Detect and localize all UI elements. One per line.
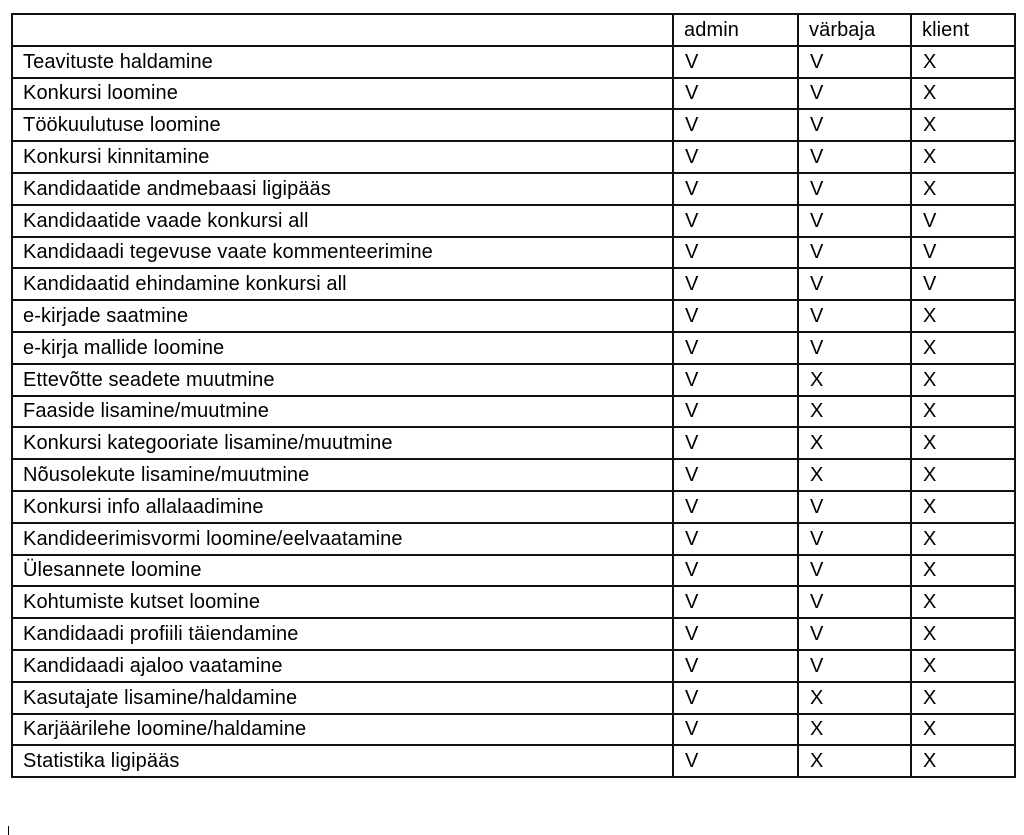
feature-cell: Kandidaatide andmebaasi ligipääs: [12, 173, 673, 205]
client-permission-cell: X: [911, 682, 1015, 714]
client-permission-cell: X: [911, 141, 1015, 173]
feature-cell: Kohtumiste kutset loomine: [12, 586, 673, 618]
header-recruiter: värbaja: [798, 14, 911, 46]
permissions-table: [11, 13, 1016, 778]
feature-cell: Nõusolekute lisamine/muutmine: [12, 459, 673, 491]
admin-permission-cell: V: [673, 714, 798, 746]
table-row: [12, 205, 1015, 237]
admin-permission-cell: V: [673, 141, 798, 173]
feature-cell: Konkursi kategooriate lisamine/muutmine: [12, 427, 673, 459]
feature-cell: Kandidaatide vaade konkursi all: [12, 205, 673, 237]
client-permission-cell: X: [911, 173, 1015, 205]
admin-permission-cell: V: [673, 618, 798, 650]
feature-cell: Töökuulutuse loomine: [12, 109, 673, 141]
admin-permission-cell: V: [673, 173, 798, 205]
feature-cell: e-kirjade saatmine: [12, 300, 673, 332]
feature-cell: Kandidaatid ehindamine konkursi all: [12, 268, 673, 300]
admin-permission-cell: V: [673, 396, 798, 428]
table-body: [12, 46, 1015, 777]
admin-permission-cell: V: [673, 205, 798, 237]
recruiter-permission-cell: X: [798, 745, 911, 777]
table-row: [12, 300, 1015, 332]
recruiter-permission-cell: X: [798, 364, 911, 396]
feature-cell: Statistika ligipääs: [12, 745, 673, 777]
recruiter-permission-cell: V: [798, 141, 911, 173]
client-permission-cell: X: [911, 618, 1015, 650]
recruiter-permission-cell: X: [798, 714, 911, 746]
recruiter-permission-cell: V: [798, 78, 911, 110]
feature-cell: Konkursi loomine: [12, 78, 673, 110]
admin-permission-cell: V: [673, 364, 798, 396]
table-row: [12, 141, 1015, 173]
recruiter-permission-cell: V: [798, 268, 911, 300]
admin-permission-cell: V: [673, 427, 798, 459]
admin-permission-cell: V: [673, 109, 798, 141]
feature-cell: Ülesannete loomine: [12, 555, 673, 587]
client-permission-cell: X: [911, 109, 1015, 141]
recruiter-permission-cell: X: [798, 396, 911, 428]
table-row: [12, 78, 1015, 110]
client-permission-cell: X: [911, 78, 1015, 110]
table-row: [12, 682, 1015, 714]
table-row: [12, 427, 1015, 459]
feature-cell: Kasutajate lisamine/haldamine: [12, 682, 673, 714]
client-permission-cell: X: [911, 459, 1015, 491]
recruiter-permission-cell: V: [798, 650, 911, 682]
recruiter-permission-cell: V: [798, 109, 911, 141]
client-permission-cell: X: [911, 555, 1015, 587]
client-permission-cell: X: [911, 586, 1015, 618]
recruiter-permission-cell: X: [798, 427, 911, 459]
client-permission-cell: X: [911, 650, 1015, 682]
table-row: [12, 237, 1015, 269]
recruiter-permission-cell: V: [798, 332, 911, 364]
admin-permission-cell: V: [673, 78, 798, 110]
client-permission-cell: X: [911, 491, 1015, 523]
client-permission-cell: X: [911, 745, 1015, 777]
feature-cell: Konkursi info allalaadimine: [12, 491, 673, 523]
recruiter-permission-cell: X: [798, 459, 911, 491]
feature-cell: Ettevõtte seadete muutmine: [12, 364, 673, 396]
recruiter-permission-cell: V: [798, 205, 911, 237]
feature-cell: Kandideerimisvormi loomine/eelvaatamine: [12, 523, 673, 555]
admin-permission-cell: V: [673, 459, 798, 491]
client-permission-cell: X: [911, 300, 1015, 332]
feature-cell: Kandidaadi tegevuse vaate kommenteerimine: [12, 237, 673, 269]
table-row: [12, 46, 1015, 78]
header-row: [12, 14, 1015, 46]
table-row: [12, 586, 1015, 618]
header-admin: admin: [673, 14, 798, 46]
feature-cell: Kandidaadi ajaloo vaatamine: [12, 650, 673, 682]
header-client: klient: [911, 14, 1015, 46]
feature-cell: Kandidaadi profiili täiendamine: [12, 618, 673, 650]
admin-permission-cell: V: [673, 555, 798, 587]
admin-permission-cell: V: [673, 650, 798, 682]
text-cursor: [8, 826, 9, 835]
table-row: [12, 364, 1015, 396]
recruiter-permission-cell: X: [798, 682, 911, 714]
table-row: [12, 491, 1015, 523]
admin-permission-cell: V: [673, 523, 798, 555]
feature-cell: Konkursi kinnitamine: [12, 141, 673, 173]
client-permission-cell: X: [911, 332, 1015, 364]
client-permission-cell: V: [911, 205, 1015, 237]
admin-permission-cell: V: [673, 332, 798, 364]
admin-permission-cell: V: [673, 268, 798, 300]
table-row: [12, 396, 1015, 428]
client-permission-cell: X: [911, 46, 1015, 78]
client-permission-cell: X: [911, 396, 1015, 428]
header-feature: [12, 14, 673, 46]
client-permission-cell: V: [911, 268, 1015, 300]
table-row: [12, 555, 1015, 587]
client-permission-cell: X: [911, 523, 1015, 555]
table-row: [12, 650, 1015, 682]
recruiter-permission-cell: V: [798, 618, 911, 650]
client-permission-cell: X: [911, 427, 1015, 459]
recruiter-permission-cell: V: [798, 237, 911, 269]
feature-cell: Karjäärilehe loomine/haldamine: [12, 714, 673, 746]
admin-permission-cell: V: [673, 682, 798, 714]
recruiter-permission-cell: V: [798, 46, 911, 78]
recruiter-permission-cell: V: [798, 491, 911, 523]
admin-permission-cell: V: [673, 491, 798, 523]
client-permission-cell: V: [911, 237, 1015, 269]
table-row: [12, 745, 1015, 777]
feature-cell: Teavituste haldamine: [12, 46, 673, 78]
table-row: [12, 523, 1015, 555]
client-permission-cell: X: [911, 714, 1015, 746]
table-row: [12, 173, 1015, 205]
admin-permission-cell: V: [673, 745, 798, 777]
recruiter-permission-cell: V: [798, 555, 911, 587]
recruiter-permission-cell: V: [798, 523, 911, 555]
recruiter-permission-cell: V: [798, 300, 911, 332]
table-row: [12, 332, 1015, 364]
feature-cell: e-kirja mallide loomine: [12, 332, 673, 364]
admin-permission-cell: V: [673, 46, 798, 78]
table-row: [12, 714, 1015, 746]
feature-cell: Faaside lisamine/muutmine: [12, 396, 673, 428]
table-row: [12, 268, 1015, 300]
admin-permission-cell: V: [673, 300, 798, 332]
recruiter-permission-cell: V: [798, 173, 911, 205]
table-row: [12, 109, 1015, 141]
recruiter-permission-cell: V: [798, 586, 911, 618]
admin-permission-cell: V: [673, 586, 798, 618]
admin-permission-cell: V: [673, 237, 798, 269]
client-permission-cell: X: [911, 364, 1015, 396]
table-row: [12, 459, 1015, 491]
table-row: [12, 618, 1015, 650]
